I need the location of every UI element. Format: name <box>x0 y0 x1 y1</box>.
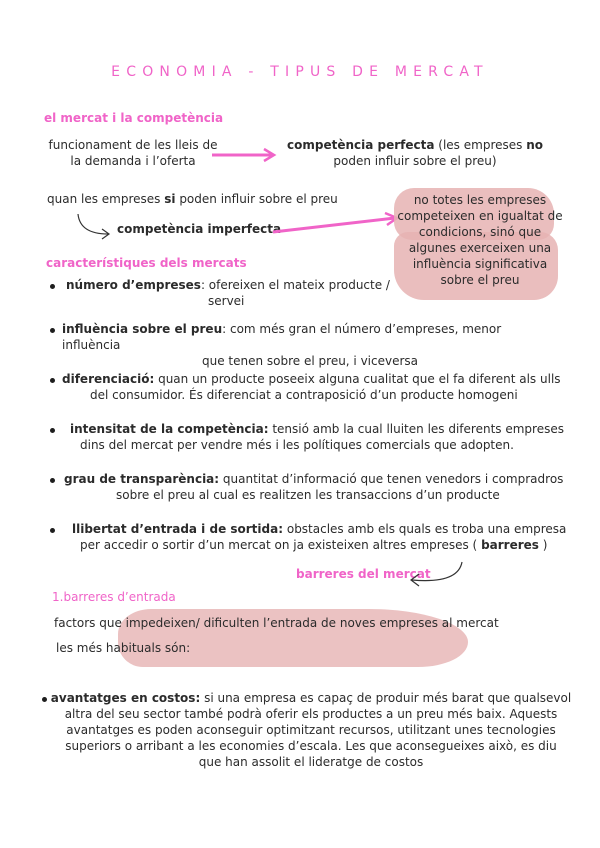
imperfect-intro-part1: quan les empreses <box>47 192 165 206</box>
barriers-label: barreres del mercat <box>296 567 431 581</box>
barriers-term: barreres <box>481 538 539 552</box>
note-line: algunes exerceixen una <box>408 241 552 255</box>
arrow-right-icon <box>212 147 282 163</box>
list-item-text: que tenen sobre el preu, i viceversa <box>202 354 419 368</box>
bullet-dot <box>50 528 55 533</box>
entry-barriers-definition: factors que impedeixen/ dificulten l’entrada de noves empreses al mercat <box>54 616 499 630</box>
list-item-term: número d’empreses <box>66 278 201 292</box>
supply-demand-line1: funcionament de les lleis de <box>48 138 218 152</box>
list-item-text: obstacles amb els quals es troba una empresa <box>283 522 567 536</box>
note-line: no totes les empreses <box>413 193 547 207</box>
perfect-desc-line2: poden influir sobre el preu) <box>333 154 497 168</box>
imperfect-competition-term <box>117 221 281 237</box>
list-item <box>66 277 396 309</box>
bullet-dot <box>50 428 55 433</box>
page-title: ECONOMIA - TIPUS DE MERCAT <box>111 64 489 80</box>
list-item-text: del consumidor. És diferenciat a contraposició d’un producte homogeni <box>90 388 518 402</box>
bullet-dot <box>50 284 55 289</box>
list-item <box>70 421 570 453</box>
note-line: condicions, sinó que <box>418 225 542 239</box>
list-item-text: quantitat d’informació que tenen venedors i compradros <box>219 472 564 486</box>
list-item-text: : ofereixen el mateix producte / <box>200 278 390 292</box>
list-item <box>62 321 562 369</box>
note-line: sobre el preu <box>440 273 520 287</box>
list-item <box>64 471 574 503</box>
curved-arrow-back-icon <box>408 560 468 588</box>
imperfect-intro <box>47 191 338 207</box>
imperfect-intro-si: si <box>164 192 176 206</box>
entry-barriers-intro: les més habituals són: <box>56 641 191 655</box>
list-item-term: llibertat d’entrada i de sortida: <box>72 522 284 536</box>
bullet-dot <box>50 328 55 333</box>
note-line: influència significativa <box>412 257 548 271</box>
list-item-term: grau de transparència: <box>64 472 220 486</box>
list-item-term: diferenciació: <box>62 372 155 386</box>
cost-advantage-text: altra del seu sector també podrà oferir els productes a un preu més baix. Aquests <box>64 707 558 721</box>
list-item-text: servei <box>208 294 245 308</box>
list-item-text: dins del mercat per vendre més i les polítiques comercials que adopten. <box>80 438 514 452</box>
list-item-text: ) <box>538 538 548 552</box>
list-item-text: : com més gran el número d’empreses, menor influència <box>62 322 502 352</box>
perfect-competition-block <box>280 137 550 169</box>
list-item-text: per accedir o sortir d’un mercat on ja existeixen altres empreses ( <box>80 538 482 552</box>
bullet-dot <box>50 378 55 383</box>
perfect-desc-part1: (les empreses <box>434 138 527 152</box>
section-heading-entry-barriers: 1.barreres d’entrada <box>52 590 176 604</box>
bullet-dot <box>50 478 55 483</box>
section-heading-characteristics: característiques dels mercats <box>46 256 247 270</box>
list-item-text: sobre el preu al cual es realitzen les transaccions d’un producte <box>116 488 500 502</box>
cost-advantage-item <box>46 690 576 770</box>
cost-advantage-text: superiors o arribant a les economies d’escala. Les que aconsegueixes això, es diu <box>65 739 557 753</box>
imperfect-term-text: competència imperfecta <box>117 222 282 236</box>
list-item-text: quan un producte poseeix alguna cualitat que el fa diferent als ulls <box>154 372 561 386</box>
perfect-desc-no: no <box>526 138 543 152</box>
curved-arrow-icon <box>74 212 114 242</box>
cost-advantage-text: avantatges es poden aconseguir optimitzant recursos, utilitzant unes tecnologies <box>66 723 556 737</box>
supply-demand-text <box>40 137 226 169</box>
cost-advantage-term: avantatges en costos: <box>50 691 201 705</box>
supply-demand-line2: la demanda i l’oferta <box>70 154 196 168</box>
list-item-term: influència sobre el preu <box>62 322 223 336</box>
note-line: competeixen en igualtat de <box>397 209 563 223</box>
imperfect-intro-part2: poden influir sobre el preu <box>175 192 338 206</box>
perfect-competition-term: competència perfecta <box>287 138 435 152</box>
list-item-term: intensitat de la competència: <box>70 422 269 436</box>
list-item <box>62 371 572 403</box>
list-item-text: tensió amb la cual lluiten les diferents empreses <box>268 422 564 436</box>
arrow-to-note-icon <box>273 210 408 240</box>
cost-advantage-text: que han assolit el lideratge de costos <box>198 755 424 769</box>
imperfect-note <box>392 192 568 288</box>
section-heading-market: el mercat i la competència <box>44 111 224 125</box>
list-item <box>72 521 582 553</box>
cost-advantage-text: si una empresa es capaç de produir més barat que qualsevol <box>200 691 572 705</box>
